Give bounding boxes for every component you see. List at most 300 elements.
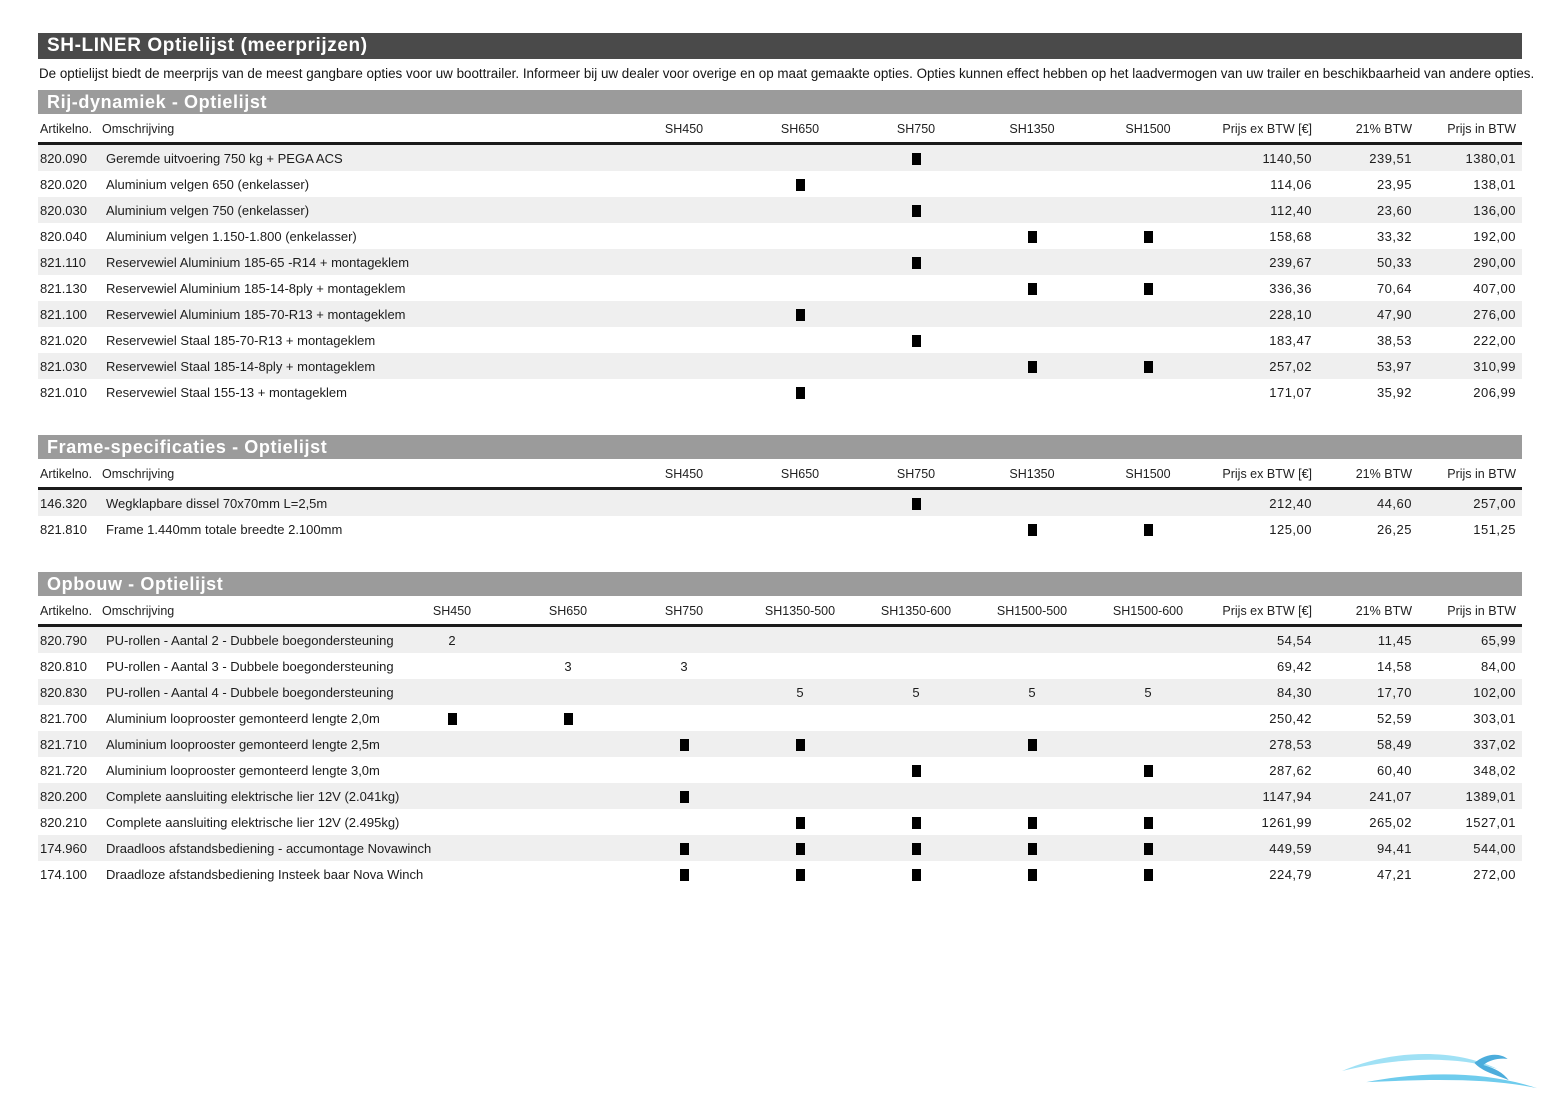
spec-cell xyxy=(626,705,742,731)
omschrijving-cell: Draadloze afstandsbediening Insteek baar Nova Winch xyxy=(106,866,424,882)
price-cell-2: 1527,01 xyxy=(1465,814,1516,830)
included-mark xyxy=(912,335,921,347)
table-row xyxy=(38,353,1522,379)
artikelno-cell: 821.720 xyxy=(40,762,87,778)
col-header-sh750: SH750 xyxy=(626,600,742,626)
spec-cell xyxy=(974,353,1090,379)
spec-cell xyxy=(858,835,974,861)
included-mark xyxy=(796,843,805,855)
section-frame-specificaties xyxy=(38,435,1522,542)
artikelno-cell: 820.090 xyxy=(40,150,87,166)
included-mark xyxy=(796,387,805,399)
spec-cell xyxy=(1090,197,1206,223)
intro-text: De optielijst biedt de meerprijs van de meest gangbare opties voor uw boottrailer. Informeer bij uw dealer voor overige en op maat gemaakte opties. Opties kunnen effect hebben op het laadvermogen van uw trailer en beschikbaarheid van andere opties. xyxy=(39,66,1535,81)
omschrijving-cell: Wegklapbare dissel 70x70mm L=2,5m xyxy=(106,495,328,511)
spec-cell xyxy=(974,809,1090,835)
col-header-price-1: 21% BTW xyxy=(1318,463,1418,489)
spec-cell xyxy=(742,144,858,172)
artikelno-cell: 820.020 xyxy=(40,176,87,192)
table-row xyxy=(38,861,1522,887)
included-mark xyxy=(680,843,689,855)
included-mark xyxy=(1028,739,1037,751)
spec-cell xyxy=(858,731,974,757)
spec-cell xyxy=(394,809,510,835)
spec-cell xyxy=(858,197,974,223)
price-cell-2: 276,00 xyxy=(1473,306,1516,322)
spec-cell xyxy=(510,679,626,705)
options-table xyxy=(38,118,1522,405)
price-cell-0: 125,00 xyxy=(1269,521,1312,537)
header-row xyxy=(38,600,1522,626)
wave-upper xyxy=(1342,1054,1498,1071)
artikelno-cell: 820.810 xyxy=(40,658,87,674)
included-mark xyxy=(680,869,689,881)
price-cell-0: 114,06 xyxy=(1270,176,1312,192)
table-row xyxy=(38,757,1522,783)
spec-cell xyxy=(742,197,858,223)
omschrijving-cell: Aluminium looprooster gemonteerd lengte 2,5m xyxy=(106,736,380,752)
spec-cell xyxy=(858,379,974,405)
spec-cell xyxy=(1090,379,1206,405)
spec-cell xyxy=(742,353,858,379)
included-mark xyxy=(1028,361,1037,373)
table-row xyxy=(38,275,1522,301)
spec-cell xyxy=(1090,626,1206,654)
col-header-sh450: SH450 xyxy=(394,600,510,626)
section-header: Frame-specificaties - Optielijst xyxy=(38,435,1522,459)
price-cell-2: 1380,01 xyxy=(1465,150,1516,166)
spec-cell xyxy=(974,171,1090,197)
included-mark xyxy=(1028,869,1037,881)
wave-lower xyxy=(1366,1074,1537,1088)
price-cell-2: 348,02 xyxy=(1473,762,1516,778)
col-header-price-2: Prijs in BTW xyxy=(1418,463,1522,489)
artikelno-cell: 821.700 xyxy=(40,710,87,726)
spec-cell xyxy=(742,301,858,327)
spec-cell xyxy=(626,249,742,275)
col-header-sh1350: SH1350 xyxy=(974,118,1090,144)
spec-cell xyxy=(1090,171,1206,197)
price-cell-2: 303,01 xyxy=(1473,710,1516,726)
spec-cell xyxy=(394,757,510,783)
spec-cell xyxy=(510,809,626,835)
tables-container xyxy=(38,90,1522,887)
spec-cell xyxy=(974,275,1090,301)
spec-cell xyxy=(742,223,858,249)
table-row xyxy=(38,249,1522,275)
spec-cell xyxy=(510,626,626,654)
included-mark xyxy=(1144,361,1153,373)
artikelno-cell: 821.100 xyxy=(40,306,87,322)
price-cell-0: 1140,50 xyxy=(1262,150,1312,166)
included-mark xyxy=(796,179,805,191)
table-row xyxy=(38,197,1522,223)
spec-cell xyxy=(742,379,858,405)
artikelno-cell: 174.960 xyxy=(40,840,87,856)
price-cell-2: 151,25 xyxy=(1473,521,1516,537)
price-cell-2: 257,00 xyxy=(1473,495,1516,511)
price-cell-1: 47,90 xyxy=(1376,306,1412,322)
spec-cell xyxy=(858,249,974,275)
included-mark xyxy=(680,791,689,803)
spec-cell xyxy=(510,757,626,783)
spec-cell xyxy=(742,516,858,542)
spec-cell xyxy=(858,223,974,249)
included-mark xyxy=(796,817,805,829)
included-mark xyxy=(1144,231,1153,243)
col-header-omschrijving: Omschrijving xyxy=(102,600,394,626)
omschrijving-cell: Frame 1.440mm totale breedte 2.100mm xyxy=(106,521,343,537)
col-header-sh650: SH650 xyxy=(742,463,858,489)
price-cell-1: 26,25 xyxy=(1376,521,1412,537)
price-cell-2: 1389,01 xyxy=(1465,788,1516,804)
spec-cell xyxy=(858,809,974,835)
spec-cell xyxy=(1090,144,1206,172)
page-title: SH-LINER Optielijst (meerprijzen) xyxy=(38,33,1522,59)
price-cell-1: 14,58 xyxy=(1376,658,1412,674)
spec-cell xyxy=(974,861,1090,887)
included-mark xyxy=(1144,843,1153,855)
spec-cell xyxy=(626,626,742,654)
price-cell-1: 241,07 xyxy=(1369,788,1412,804)
table-row xyxy=(38,626,1522,654)
included-mark xyxy=(796,309,805,321)
included-mark xyxy=(1144,283,1153,295)
spec-cell xyxy=(626,783,742,809)
price-cell-1: 52,59 xyxy=(1376,710,1412,726)
spec-cell xyxy=(510,731,626,757)
spec-cell: 5 xyxy=(912,684,920,700)
price-cell-0: 1147,94 xyxy=(1262,788,1312,804)
price-cell-0: 112,40 xyxy=(1270,202,1312,218)
spec-cell xyxy=(626,223,742,249)
included-mark xyxy=(1144,817,1153,829)
price-cell-1: 11,45 xyxy=(1377,632,1412,648)
spec-cell xyxy=(974,783,1090,809)
spec-cell xyxy=(626,731,742,757)
col-header-sh750: SH750 xyxy=(858,118,974,144)
price-cell-1: 50,33 xyxy=(1376,254,1412,270)
spec-cell xyxy=(742,809,858,835)
price-cell-1: 265,02 xyxy=(1369,814,1412,830)
table-row xyxy=(38,705,1522,731)
price-cell-0: 212,40 xyxy=(1269,495,1312,511)
price-cell-1: 17,70 xyxy=(1376,684,1412,700)
price-cell-0: 224,79 xyxy=(1269,866,1312,882)
table-row xyxy=(38,301,1522,327)
spec-cell xyxy=(742,783,858,809)
options-table xyxy=(38,600,1522,887)
included-mark xyxy=(1028,283,1037,295)
price-cell-0: 449,59 xyxy=(1269,840,1312,856)
spec-cell xyxy=(858,144,974,172)
col-header-omschrijving: Omschrijving xyxy=(102,463,626,489)
spec-cell xyxy=(742,171,858,197)
price-cell-0: 257,02 xyxy=(1269,358,1312,374)
spec-cell: 2 xyxy=(448,632,456,648)
omschrijving-cell: Complete aansluiting elektrische lier 12V (2.041kg) xyxy=(106,788,400,804)
spec-cell xyxy=(626,144,742,172)
col-header-artikelno: Artikelno. xyxy=(38,118,102,144)
price-cell-0: 250,42 xyxy=(1269,710,1312,726)
price-cell-0: 84,30 xyxy=(1276,684,1312,700)
price-cell-2: 138,01 xyxy=(1473,176,1516,192)
spec-cell xyxy=(626,835,742,861)
omschrijving-cell: PU-rollen - Aantal 3 - Dubbele boegondersteuning xyxy=(106,658,394,674)
included-mark xyxy=(680,739,689,751)
spec-cell xyxy=(974,757,1090,783)
spec-cell xyxy=(1090,353,1206,379)
spec-cell xyxy=(1090,301,1206,327)
header-row xyxy=(38,463,1522,489)
options-table xyxy=(38,463,1522,542)
col-header-price-1: 21% BTW xyxy=(1318,600,1418,626)
price-cell-0: 171,07 xyxy=(1269,384,1312,400)
spec-cell xyxy=(394,731,510,757)
col-header-price-0: Prijs ex BTW [€] xyxy=(1206,118,1318,144)
spec-cell xyxy=(742,835,858,861)
included-mark xyxy=(1028,231,1037,243)
included-mark xyxy=(796,739,805,751)
spec-cell xyxy=(1090,653,1206,679)
spec-cell xyxy=(974,516,1090,542)
spec-cell xyxy=(858,516,974,542)
price-cell-0: 287,62 xyxy=(1269,762,1312,778)
artikelno-cell: 820.790 xyxy=(40,632,87,648)
table-row xyxy=(38,679,1522,705)
omschrijving-cell: Aluminium velgen 1.150-1.800 (enkelasser) xyxy=(106,228,357,244)
col-header-sh1500: SH1500 xyxy=(1090,463,1206,489)
included-mark xyxy=(448,713,457,725)
omschrijving-cell: PU-rollen - Aantal 2 - Dubbele boegondersteuning xyxy=(106,632,394,648)
spec-cell xyxy=(974,626,1090,654)
spec-cell xyxy=(1090,516,1206,542)
included-mark xyxy=(1028,524,1037,536)
spec-cell xyxy=(974,144,1090,172)
omschrijving-cell: Aluminium velgen 750 (enkelasser) xyxy=(106,202,310,218)
section-opbouw xyxy=(38,572,1522,887)
included-mark xyxy=(912,498,921,510)
omschrijving-cell: Aluminium looprooster gemonteerd lengte 2,0m xyxy=(106,710,380,726)
spec-cell xyxy=(1090,835,1206,861)
price-cell-2: 206,99 xyxy=(1473,384,1516,400)
watermark-wave-logo xyxy=(1338,1043,1540,1097)
included-mark xyxy=(1144,869,1153,881)
price-cell-1: 60,40 xyxy=(1376,762,1412,778)
artikelno-cell: 820.200 xyxy=(40,788,87,804)
price-cell-2: 65,99 xyxy=(1480,632,1516,648)
spec-cell xyxy=(742,861,858,887)
artikelno-cell: 820.830 xyxy=(40,684,87,700)
spec-cell xyxy=(858,275,974,301)
spec-cell xyxy=(742,489,858,517)
artikelno-cell: 821.710 xyxy=(40,736,87,752)
spec-cell xyxy=(1090,249,1206,275)
spec-cell xyxy=(974,489,1090,517)
spec-cell xyxy=(510,861,626,887)
col-header-price-1: 21% BTW xyxy=(1318,118,1418,144)
price-cell-2: 192,00 xyxy=(1473,228,1516,244)
spec-cell xyxy=(858,301,974,327)
omschrijving-cell: Aluminium looprooster gemonteerd lengte 3,0m xyxy=(106,762,380,778)
section-rij-dynamiek xyxy=(38,90,1522,405)
spec-cell xyxy=(742,653,858,679)
spec-cell xyxy=(626,275,742,301)
spec-cell xyxy=(858,171,974,197)
omschrijving-cell: Draadloos afstandsbediening - accumontage Novawinch xyxy=(106,840,432,856)
spec-cell xyxy=(1090,731,1206,757)
spec-cell xyxy=(1090,223,1206,249)
col-header-price-0: Prijs ex BTW [€] xyxy=(1206,600,1318,626)
section-header: Rij-dynamiek - Optielijst xyxy=(38,90,1522,114)
table-row xyxy=(38,223,1522,249)
spec-cell xyxy=(394,783,510,809)
spec-cell xyxy=(394,705,510,731)
spec-cell xyxy=(974,223,1090,249)
spec-cell xyxy=(626,489,742,517)
spec-cell xyxy=(742,705,858,731)
included-mark xyxy=(564,713,573,725)
spec-cell xyxy=(626,679,742,705)
spec-cell xyxy=(974,249,1090,275)
spec-cell xyxy=(1090,757,1206,783)
table-row xyxy=(38,516,1522,542)
spec-cell xyxy=(974,835,1090,861)
table-row xyxy=(38,783,1522,809)
spec-cell xyxy=(1090,327,1206,353)
price-cell-0: 158,68 xyxy=(1269,228,1312,244)
col-header-price-2: Prijs in BTW xyxy=(1418,118,1522,144)
included-mark xyxy=(912,205,921,217)
spec-cell xyxy=(626,516,742,542)
spec-cell xyxy=(626,757,742,783)
col-header-sh450: SH450 xyxy=(626,463,742,489)
spec-cell xyxy=(974,379,1090,405)
spec-cell xyxy=(858,353,974,379)
spec-cell xyxy=(510,783,626,809)
artikelno-cell: 821.030 xyxy=(40,358,87,374)
spec-cell xyxy=(626,861,742,887)
spec-cell: 5 xyxy=(1028,684,1036,700)
spec-cell xyxy=(626,379,742,405)
spec-cell xyxy=(742,327,858,353)
spec-cell xyxy=(394,679,510,705)
col-header-omschrijving: Omschrijving xyxy=(102,118,626,144)
included-mark xyxy=(1144,524,1153,536)
spec-cell xyxy=(742,757,858,783)
price-cell-2: 337,02 xyxy=(1473,736,1516,752)
price-cell-1: 58,49 xyxy=(1376,736,1412,752)
table-row xyxy=(38,144,1522,172)
artikelno-cell: 821.810 xyxy=(40,521,87,537)
spec-cell xyxy=(510,835,626,861)
spec-cell xyxy=(858,626,974,654)
artikelno-cell: 174.100 xyxy=(40,866,87,882)
artikelno-cell: 821.110 xyxy=(40,254,87,270)
price-cell-2: 84,00 xyxy=(1480,658,1516,674)
artikelno-cell: 820.210 xyxy=(40,814,87,830)
table-row xyxy=(38,809,1522,835)
spec-cell xyxy=(1090,783,1206,809)
spec-cell xyxy=(974,197,1090,223)
spec-cell xyxy=(974,731,1090,757)
price-cell-1: 23,95 xyxy=(1376,176,1412,192)
price-cell-1: 53,97 xyxy=(1376,358,1412,374)
table-row xyxy=(38,731,1522,757)
spec-cell xyxy=(1090,705,1206,731)
omschrijving-cell: Geremde uitvoering 750 kg + PEGA ACS xyxy=(106,150,343,166)
spec-cell xyxy=(742,731,858,757)
included-mark xyxy=(912,153,921,165)
spec-cell xyxy=(626,327,742,353)
price-cell-1: 33,32 xyxy=(1376,228,1412,244)
price-cell-1: 44,60 xyxy=(1376,495,1412,511)
omschrijving-cell: Aluminium velgen 650 (enkelasser) xyxy=(106,176,310,192)
col-header-sh450: SH450 xyxy=(626,118,742,144)
spec-cell xyxy=(742,626,858,654)
table-row xyxy=(38,835,1522,861)
included-mark xyxy=(912,817,921,829)
col-header-sh1350-500: SH1350-500 xyxy=(742,600,858,626)
artikelno-cell: 821.130 xyxy=(40,280,87,296)
omschrijving-cell: Reservewiel Aluminium 185-14-8ply + montageklem xyxy=(106,280,406,296)
table-row xyxy=(38,489,1522,517)
spec-cell xyxy=(858,327,974,353)
omschrijving-cell: Reservewiel Staal 185-14-8ply + montageklem xyxy=(106,358,376,374)
price-cell-2: 136,00 xyxy=(1473,202,1516,218)
spec-cell: 5 xyxy=(1144,684,1152,700)
included-mark xyxy=(1028,817,1037,829)
spec-cell xyxy=(1090,809,1206,835)
col-header-sh1500: SH1500 xyxy=(1090,118,1206,144)
spec-cell: 5 xyxy=(796,684,804,700)
spec-cell xyxy=(974,653,1090,679)
artikelno-cell: 146.320 xyxy=(40,495,87,511)
price-cell-1: 35,92 xyxy=(1376,384,1412,400)
spec-cell xyxy=(974,301,1090,327)
table-row xyxy=(38,171,1522,197)
price-cell-0: 336,36 xyxy=(1269,280,1312,296)
section-header: Opbouw - Optielijst xyxy=(38,572,1522,596)
table-row xyxy=(38,379,1522,405)
price-cell-1: 239,51 xyxy=(1369,150,1412,166)
spec-cell xyxy=(510,705,626,731)
col-header-price-0: Prijs ex BTW [€] xyxy=(1206,463,1318,489)
spec-cell xyxy=(1090,489,1206,517)
included-mark xyxy=(796,869,805,881)
price-cell-0: 278,53 xyxy=(1269,736,1312,752)
col-header-sh1350: SH1350 xyxy=(974,463,1090,489)
spec-cell xyxy=(974,705,1090,731)
col-header-sh650: SH650 xyxy=(510,600,626,626)
price-cell-0: 183,47 xyxy=(1269,332,1312,348)
price-cell-0: 69,42 xyxy=(1276,658,1312,674)
spec-cell xyxy=(626,197,742,223)
spec-cell: 3 xyxy=(564,658,572,674)
spec-cell xyxy=(742,275,858,301)
spec-cell xyxy=(858,653,974,679)
spec-cell xyxy=(858,783,974,809)
spec-cell xyxy=(626,171,742,197)
included-mark xyxy=(912,765,921,777)
included-mark xyxy=(912,843,921,855)
option-price-sheet xyxy=(38,33,1535,887)
spec-cell xyxy=(1090,861,1206,887)
included-mark xyxy=(912,869,921,881)
price-cell-0: 228,10 xyxy=(1269,306,1312,322)
price-cell-2: 222,00 xyxy=(1473,332,1516,348)
col-header-sh650: SH650 xyxy=(742,118,858,144)
